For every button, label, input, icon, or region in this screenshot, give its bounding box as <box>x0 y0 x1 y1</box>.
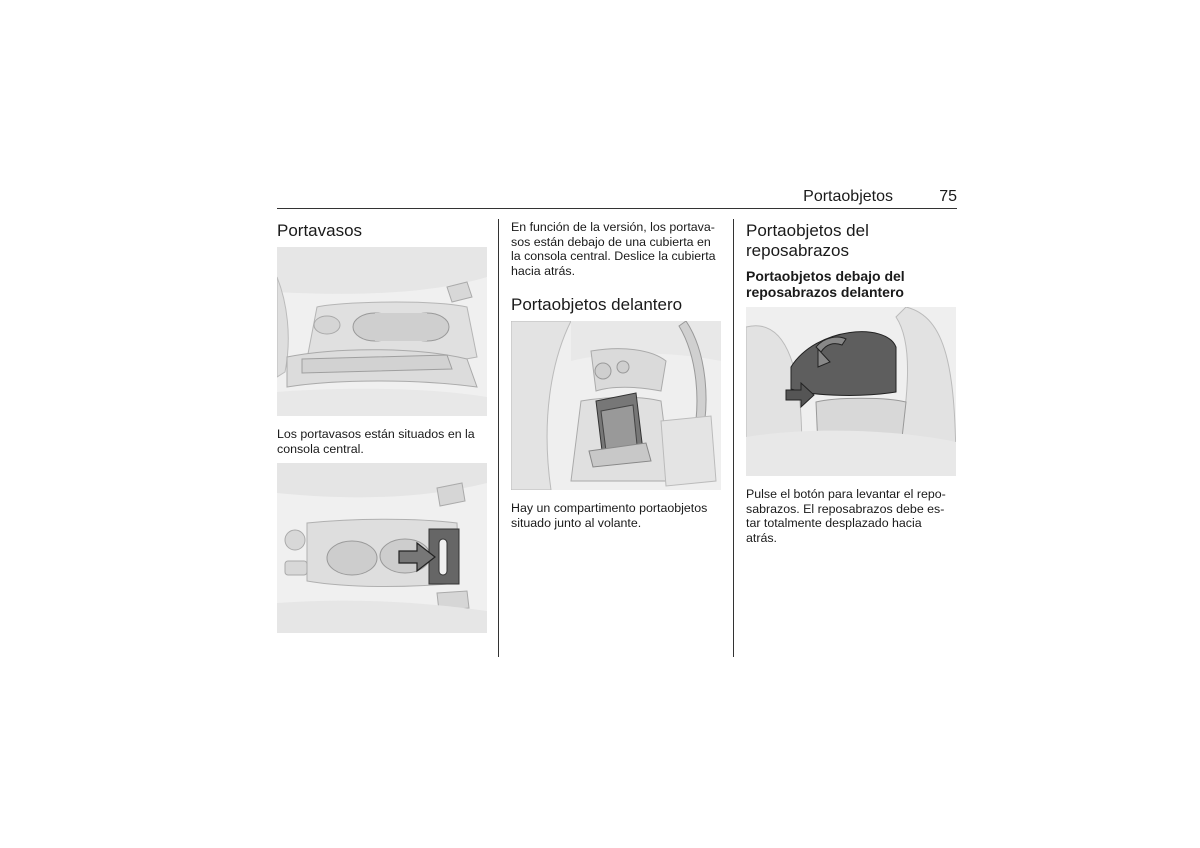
header-rule <box>277 208 957 209</box>
running-header-title: Portaobjetos <box>803 188 893 205</box>
page-number: 75 <box>939 188 957 205</box>
armrest-storage-illustration <box>746 307 956 476</box>
section-heading-portavasos: Portavasos <box>277 221 363 240</box>
cup-holder-caption: Los portavasos están situados en la consola central. <box>277 427 475 456</box>
column-divider-2 <box>733 219 734 657</box>
cup-holder-cover-text: En función de la versión, los portava- sos están debajo de una cubierta en la consola central. Deslice la cubierta hacia atrás. <box>511 220 716 278</box>
cup-holder-illustration <box>277 247 487 416</box>
column-divider-1 <box>498 219 499 657</box>
front-storage-illustration <box>511 321 721 490</box>
section-heading-portaobjetos-reposabrazos: Portaobjetos del reposabrazos <box>746 221 869 260</box>
cup-holder-cover-illustration <box>277 463 487 633</box>
armrest-caption: Pulse el botón para levantar el repo- sabrazos. El reposabrazos debe es- tar totalmente desplazado hacia atrás. <box>746 487 946 545</box>
front-storage-caption: Hay un compartimento portaobjetos situado junto al volante. <box>511 501 708 530</box>
subheading-debajo-reposabrazos: Portaobjetos debajo del reposabrazos delantero <box>746 268 905 300</box>
section-heading-portaobjetos-delantero: Portaobjetos delantero <box>511 295 683 314</box>
